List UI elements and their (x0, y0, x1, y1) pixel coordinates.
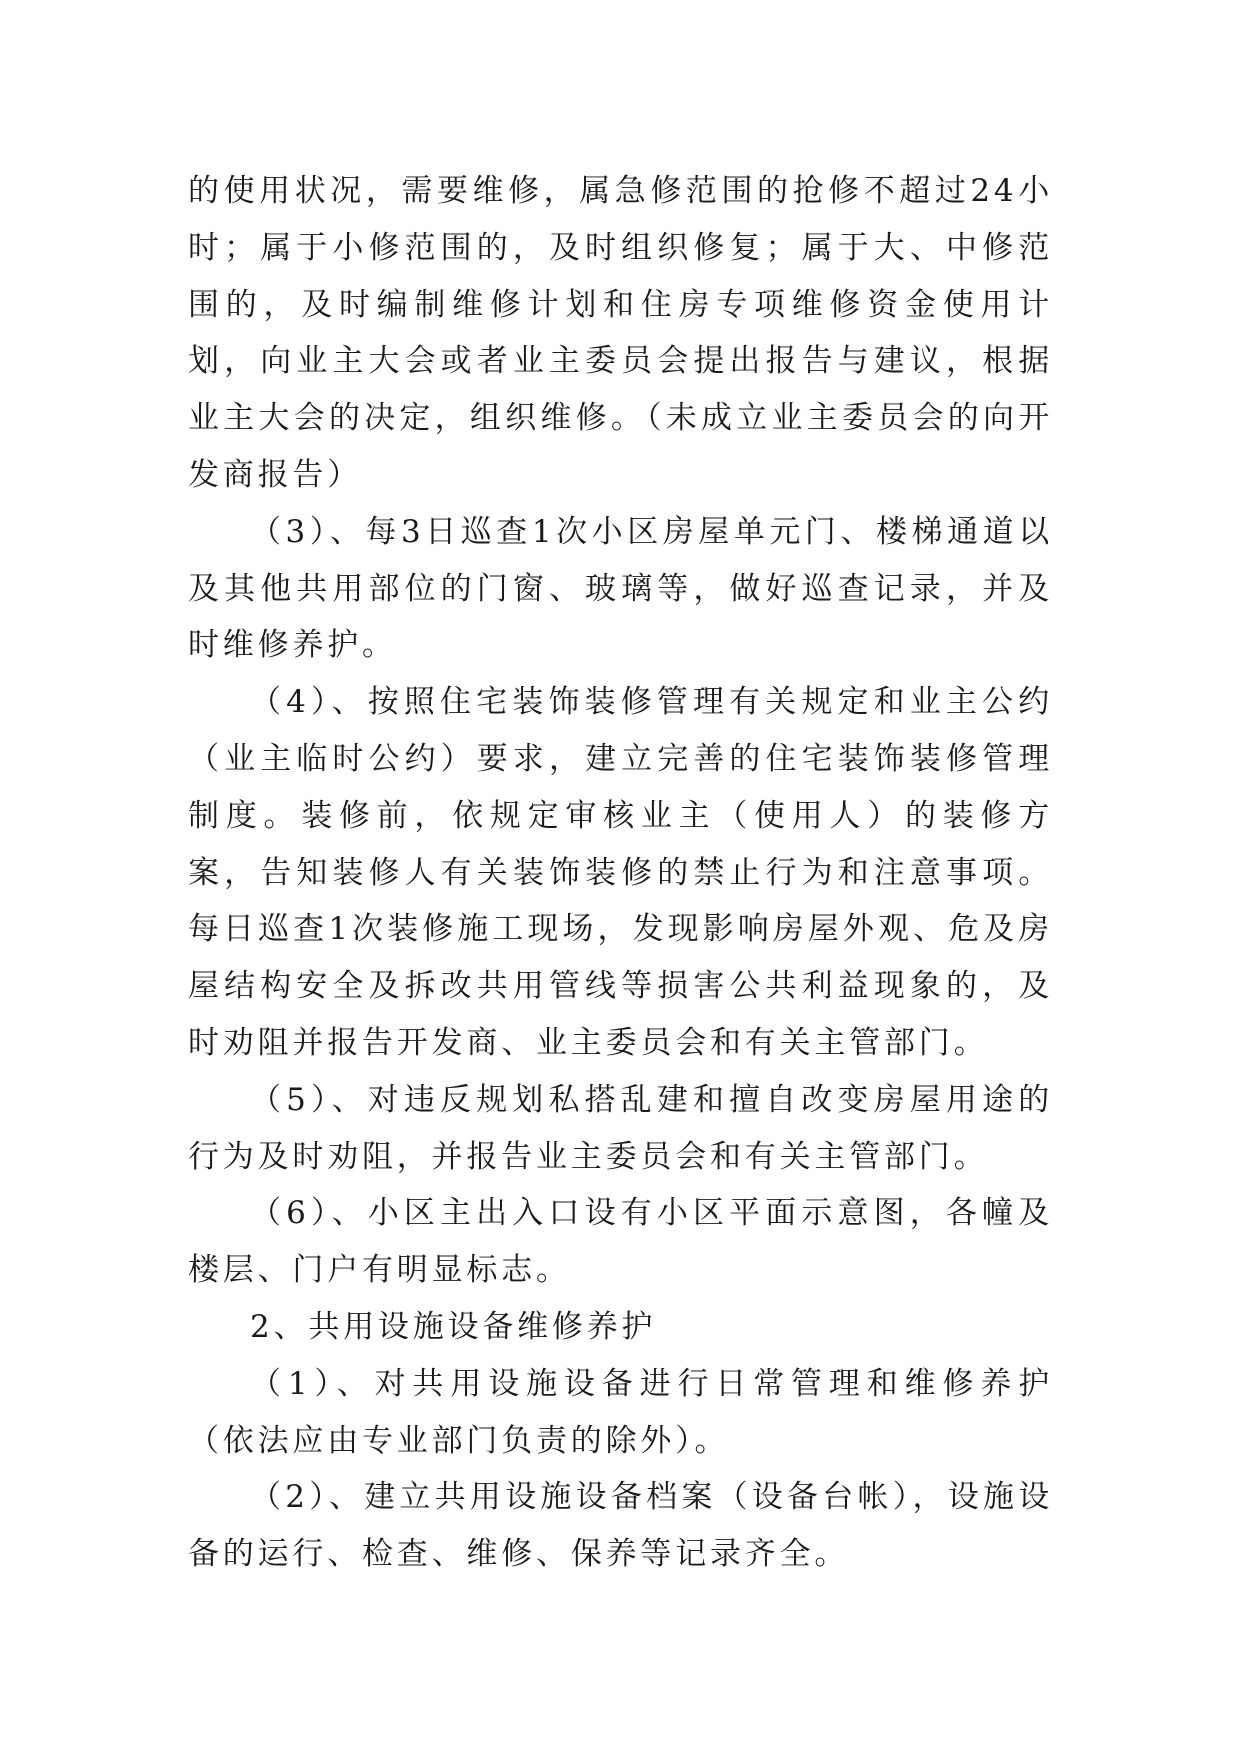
paragraph-item-3: （3）、每3日巡查1次小区房屋单元门、楼梯通道以及其他共用部位的门窗、玻璃等，做好巡查记录，并及时维修养护。 (188, 513, 1053, 664)
paragraph-item-2: （2）、建立共用设施设备档案（设备台帐），设施设备的运行、检查、维修、保养等记录齐全。 (188, 1479, 1053, 1573)
paragraph-item-6: （6）、小区主出入口设有小区平面示意图，各幢及楼层、门户有明显标志。 (188, 1195, 1053, 1289)
paragraph-item-1: （1）、对共用设施设备进行日常管理和维修养护（依法应由专业部门负责的除外）。 (188, 1365, 1053, 1459)
paragraph-continuation: 的使用状况，需要维修，属急修范围的抢修不超过24小时；属于小修范围的，及时组织修复；属于大、中修范围的，及时编制维修计划和住房专项维修资金使用计划，向业主大会或者业主委员会提出报告与建议，根据业主大会的决定，组织维修。（未成立业主委员会的向开发商报告） (188, 173, 1053, 493)
body-text (188, 163, 1053, 1583)
paragraph-item-4: （4）、按照住宅装饰装修管理有关规定和业主公约（业主临时公约）要求，建立完善的住宅装饰装修管理制度。装修前，依规定审核业主（使用人）的装修方案，告知装修人有关装饰装修的禁止行为和注意事项。每日巡查1次装修施工现场，发现影响房屋外观、危及房屋结构安全及拆改共用管线等损害公共利益现象的，及时劝阻并报告开发商、业主委员会和有关主管部门。 (188, 684, 1053, 1061)
section-heading: 2、共用设施设备维修养护 (250, 1308, 657, 1345)
paragraph-item-5: （5）、对违反规划私搭乱建和擅自改变房屋用途的行为及时劝阻，并报告业主委员会和有关主管部门。 (188, 1081, 1053, 1175)
